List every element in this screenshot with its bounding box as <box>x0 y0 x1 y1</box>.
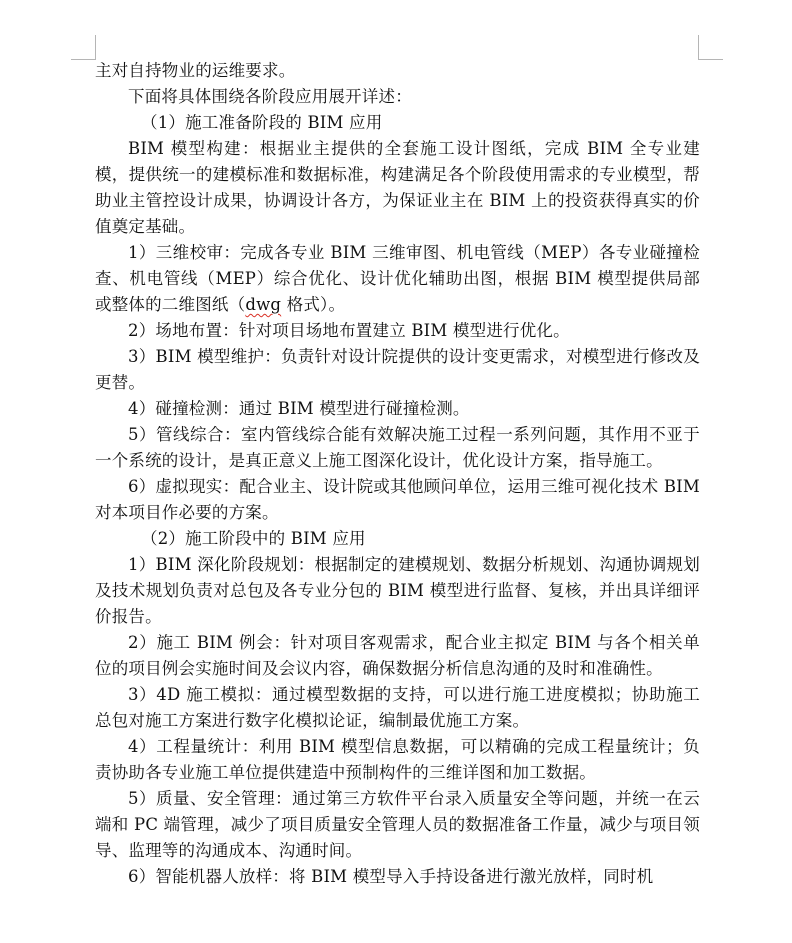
paragraph: 主对自持物业的运维要求。 <box>95 61 296 80</box>
page-corner-mark-top-right <box>698 35 723 60</box>
paragraph: 4）碰撞检测：通过 BIM 模型进行碰撞检测。 <box>128 399 470 418</box>
paragraph: 3）4D 施工模拟：通过模型数据的支持，可以进行施工进度模拟；协助施工总包对施工方案进行数字化模拟论证，编制最优施工方案。 <box>95 685 700 730</box>
page-corner-mark-top-left <box>71 35 96 60</box>
document-body <box>95 58 700 890</box>
paragraph: 5）质量、安全管理：通过第三方软件平台录入质量安全等问题，并统一在云端和 PC 端管理，减少了项目质量安全管理人员的数据准备工作量，减少与项目领导、监理等的沟通成本、沟通时间。 <box>95 789 700 860</box>
paragraph: 2）施工 BIM 例会：针对项目客观需求，配合业主拟定 BIM 与各个相关单位的项目例会实施时间及会议内容，确保数据分析信息沟通的及时和准确性。 <box>95 633 700 678</box>
paragraph: 下面将具体围绕各阶段应用展开详述： <box>128 87 412 106</box>
paragraph: 3）BIM 模型维护：负责针对设计院提供的设计变更需求，对模型进行修改及更替。 <box>95 347 700 392</box>
paragraph: 6）智能机器人放样：将 BIM 模型导入手持设备进行激光放样，同时机 <box>128 867 654 886</box>
paragraph: 1）BIM 深化阶段规划：根据制定的建模规划、数据分析规划、沟通协调规划及技术规划负责对总包及各专业分包的 BIM 模型进行监督、复核，并出具详细评价报告。 <box>95 555 700 626</box>
paragraph: 6）虚拟现实：配合业主、设计院或其他顾问单位，运用三维可视化技术 BIM 对本项目作必要的方案。 <box>95 477 700 522</box>
paragraph: 4）工程量统计：利用 BIM 模型信息数据，可以精确的完成工程量统计；负责协助各专业施工单位提供建造中预制构件的三维详图和加工数据。 <box>95 737 700 782</box>
paragraph: BIM 模型构建：根据业主提供的全套施工设计图纸，完成 BIM 全专业建模，提供统一的建模标准和数据标准，构建满足各个阶段使用需求的专业模型，帮助业主管控设计成果，协调设计各方，为保证业主在 BIM 上的投资获得真实的价值奠定基础。 <box>95 139 700 236</box>
section-heading: （2）施工阶段中的 BIM 应用 <box>141 529 366 548</box>
paragraph: 2）场地布置：针对项目场地布置建立 BIM 模型进行优化。 <box>128 321 570 340</box>
paragraph-text-tail: 格式）。 <box>281 295 346 314</box>
paragraph <box>95 240 700 318</box>
spellcheck-flagged-word[interactable]: dwg <box>245 295 282 314</box>
paragraph: 5）管线综合：室内管线综合能有效解决施工过程一系列问题，其作用不亚于一个系统的设计，是真正意义上施工图深化设计，优化设计方案，指导施工。 <box>95 425 700 470</box>
paragraph-text: 1）三维校审：完成各专业 BIM 三维审图、机电管线（MEP）各专业碰撞检查、机电管线（MEP）综合优化、设计优化辅助出图，根据 BIM 模型提供局部或整体的二维图纸（ <box>95 243 700 314</box>
section-heading: （1）施工准备阶段的 BIM 应用 <box>141 113 383 132</box>
